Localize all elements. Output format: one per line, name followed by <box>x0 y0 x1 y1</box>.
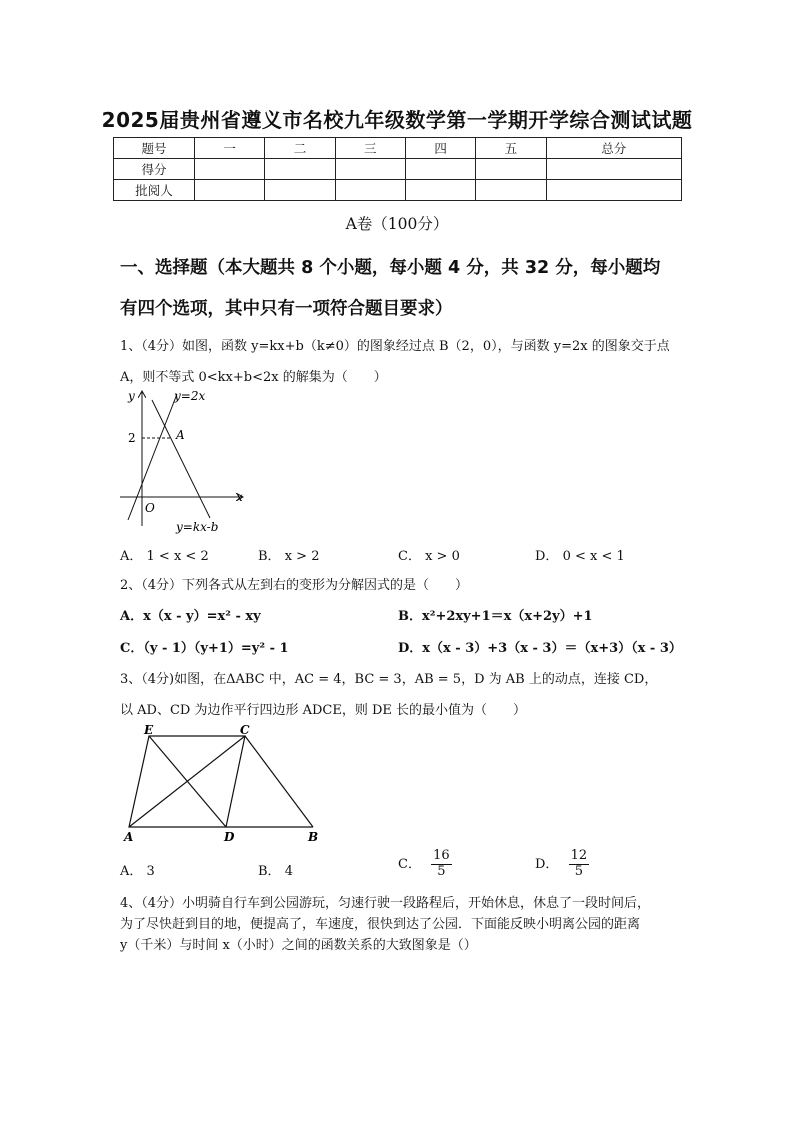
q1-function-graph <box>112 386 252 536</box>
line-y-2x-label: y=2x <box>174 389 206 403</box>
table-cell: 总分 <box>546 138 681 159</box>
table-cell <box>476 159 546 180</box>
option-text: x（x - 3）+3（x - 3）＝（x+3）（x - 3） <box>422 641 682 656</box>
option-text: x²+2xy+1＝x（x+2y）+1 <box>422 609 593 624</box>
table-cell <box>195 180 265 201</box>
section-heading-line1: 一、选择题（本大题共 8 个小题，每小题 4 分，共 32 分，每小题均 <box>120 258 661 278</box>
paper-section-heading: A卷（100分） <box>345 215 449 233</box>
option-text: x（x - y）=x² - xy <box>143 609 261 624</box>
option-letter: D． <box>535 856 559 872</box>
option-text: 4 <box>284 864 293 879</box>
option-letter: A． <box>120 609 144 624</box>
vertex-b-label: B <box>308 830 319 844</box>
table-cell <box>265 180 335 201</box>
table-cell <box>335 159 405 180</box>
q1-option-d <box>535 545 625 564</box>
q2-option-b <box>398 605 593 624</box>
table-cell: 二 <box>265 138 335 159</box>
option-letter: A． <box>120 864 143 879</box>
table-cell <box>265 159 335 180</box>
q3-option-b <box>258 860 293 879</box>
q4-stem-line3: y（千米）与时间 x（小时）之间的函数关系的大致图象是（） <box>120 938 477 953</box>
vertex-e-label: E <box>144 724 154 737</box>
option-text: x > 0 <box>425 549 460 564</box>
fraction-denominator: 5 <box>437 863 446 879</box>
fraction <box>569 849 590 880</box>
table-header-row <box>114 138 682 159</box>
table-cell <box>195 159 265 180</box>
option-letter: D． <box>398 641 423 656</box>
q2-option-d <box>398 637 682 656</box>
y-axis-label: y <box>128 389 135 403</box>
q3-stem-line1: 3、（4分)如图，在ΔABC 中，AC = 4，BC = 3，AB = 5，D 为 AB 上的动点，连接 CD， <box>120 672 658 687</box>
q3-stem-line2: 以 AD、CD 为边作平行四边形 ADCE，则 DE 长的最小值为（ ） <box>120 703 527 718</box>
option-letter: B． <box>258 549 281 564</box>
table-cell: 题号 <box>114 138 195 159</box>
table-row <box>114 180 682 201</box>
line-y-kx-b-label: y=kx-b <box>176 520 219 534</box>
option-letter: C． <box>120 641 144 656</box>
x-axis-label: x <box>236 490 243 504</box>
q1-stem-line1: 1、（4分）如图，函数 y=kx+b（k≠0）的图象经过点 B（2，0），与函数 y=2x 的图象交于点 <box>120 339 670 354</box>
fraction-denominator: 5 <box>574 863 583 879</box>
option-letter: D． <box>535 549 559 564</box>
fraction-numerator: 16 <box>433 848 450 863</box>
table-cell: 一 <box>195 138 265 159</box>
table-row <box>114 159 682 180</box>
point-a-label: A <box>176 428 185 442</box>
table-cell: 三 <box>335 138 405 159</box>
q3-option-a <box>120 860 155 879</box>
vertex-a-label: A <box>124 830 134 844</box>
option-text: （y - 1）（y+1）=y² - 1 <box>143 641 289 656</box>
option-letter: B． <box>398 609 422 624</box>
q3-option-d <box>535 849 589 880</box>
q4-stem-line1: 4、（4分）小明骑自行车到公园游玩，匀速行驶一段路程后，开始休息，休息了一段时间后， <box>120 896 651 911</box>
q2-option-a <box>120 605 261 624</box>
option-letter: A． <box>120 549 143 564</box>
table-cell <box>546 180 681 201</box>
q2-stem: 2、（4分）下列各式从左到右的变形为分解因式的是（ ） <box>120 578 469 593</box>
option-letter: B． <box>258 864 281 879</box>
page-title: 2025届贵州省遵义市名校九年级数学第一学期开学综合测试试题 <box>101 108 693 132</box>
q1-option-b <box>258 545 319 564</box>
q1-option-c <box>398 545 460 564</box>
option-text: 1 < x < 2 <box>146 549 209 564</box>
table-cell <box>405 180 475 201</box>
tick-label-2: 2 <box>128 431 136 445</box>
q3-option-c <box>398 849 452 880</box>
table-cell: 五 <box>476 138 546 159</box>
q1-stem-line2: A，则不等式 0<kx+b<2x 的解集为（ ） <box>120 370 387 385</box>
fraction <box>431 849 452 880</box>
option-letter: C． <box>398 549 421 564</box>
q4-stem-line2: 为了尽快赶到目的地，便提高了，车速度，很快到达了公园．下面能反映小明离公园的距离 <box>120 917 641 932</box>
q2-option-c <box>120 637 289 656</box>
origin-label: O <box>145 501 155 515</box>
fraction-numerator: 12 <box>570 848 588 863</box>
option-letter: C． <box>398 856 421 872</box>
section-heading-line2: 有四个选项，其中只有一项符合题目要求） <box>120 299 453 319</box>
table-cell <box>476 180 546 201</box>
segment-cb <box>245 736 313 827</box>
vertex-c-label: C <box>240 724 250 737</box>
table-cell: 四 <box>405 138 475 159</box>
table-cell: 得分 <box>114 159 195 180</box>
option-text: 3 <box>146 864 155 879</box>
option-text: 0 < x < 1 <box>562 549 625 564</box>
score-table <box>113 137 682 201</box>
q3-parallelogram-figure <box>118 724 328 846</box>
table-cell: 批阅人 <box>114 180 195 201</box>
table-cell <box>546 159 681 180</box>
q1-option-a <box>120 545 209 564</box>
vertex-d-label: D <box>224 830 235 844</box>
table-cell <box>335 180 405 201</box>
option-text: x > 2 <box>284 549 320 564</box>
line-y-kx-b <box>152 400 210 518</box>
segment-ed <box>149 736 226 827</box>
table-cell <box>405 159 475 180</box>
